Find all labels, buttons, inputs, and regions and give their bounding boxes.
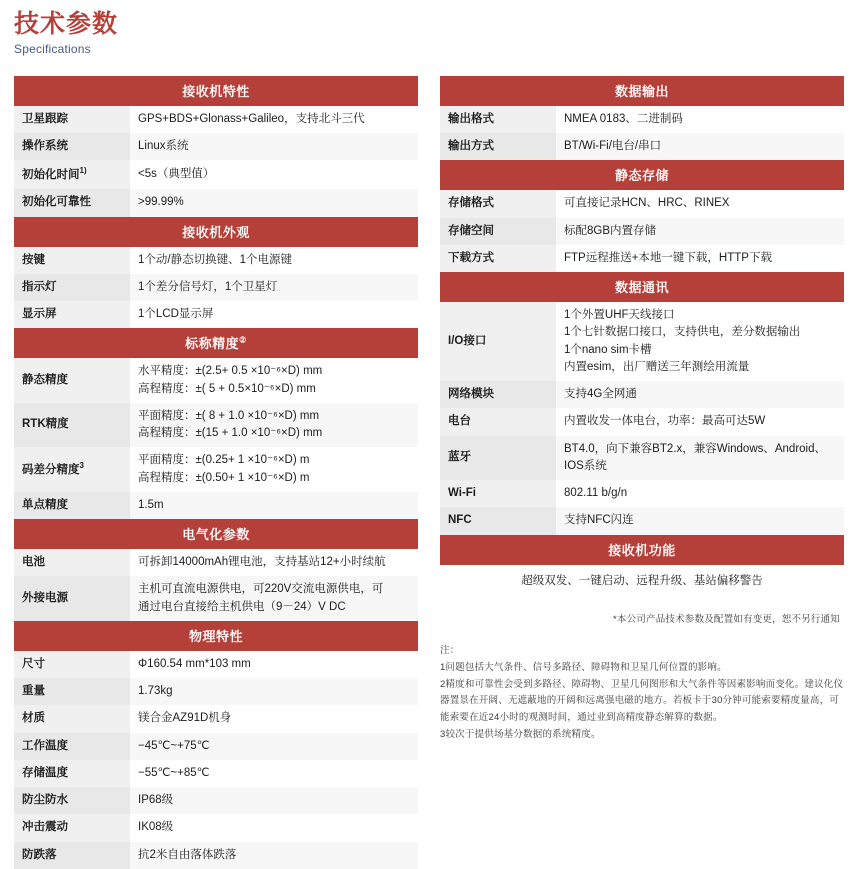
- spec-value: [556, 218, 844, 245]
- spec-value-line: 镁合金AZ91D机身: [138, 712, 232, 725]
- spec-key: 材质: [14, 705, 130, 732]
- spec-key: 蓝牙: [440, 436, 556, 481]
- footnote-item: 3较次于提供场基分数据的系统精度。: [440, 728, 601, 740]
- spec-key: 存储格式: [440, 190, 556, 217]
- table-row: [14, 274, 418, 301]
- section-heading: 标称精度②: [14, 328, 418, 358]
- spec-key: 防尘防水: [14, 787, 130, 814]
- spec-key: 下载方式: [440, 245, 556, 272]
- spec-key: 工作温度: [14, 733, 130, 760]
- spec-section: [14, 519, 418, 621]
- spec-value: [130, 301, 418, 328]
- spec-value: [130, 814, 418, 841]
- spec-key: 防跌落: [14, 842, 130, 869]
- table-row: [440, 106, 844, 133]
- spec-key: 卫星跟踪: [14, 106, 130, 133]
- spec-value: [556, 245, 844, 272]
- spec-value-line: 标配8GB内置存储: [564, 224, 657, 237]
- spec-value-line: 1.73kg: [138, 685, 173, 698]
- section-heading: 电气化参数: [14, 519, 418, 549]
- spec-value-line: 通过电台直接给主机供电（9－24）V DC: [138, 600, 346, 613]
- section-heading: 静态存储: [440, 160, 844, 190]
- spec-value-line: 可直接记录HCN、HRC、RINEX: [564, 197, 730, 210]
- right-column: [440, 76, 844, 869]
- spec-key: 存储空间: [440, 218, 556, 245]
- section-note: 超级双发、一键启动、远程升级、基站偏移警告: [440, 565, 844, 595]
- page-title-en: Specifications: [14, 41, 91, 56]
- spec-value: [556, 133, 844, 160]
- table-row: [14, 247, 418, 274]
- spec-value-line: 1个外置UHF天线接口: [564, 309, 675, 321]
- spec-value-line: −45℃~+75℃: [138, 739, 210, 752]
- table-row: [440, 245, 844, 272]
- spec-section: [14, 76, 418, 217]
- spec-value-line: 内置esim，出厂赠送三年测绘用流量: [564, 360, 750, 373]
- spec-key: 单点精度: [14, 492, 130, 519]
- spec-value: [130, 133, 418, 160]
- table-row: [14, 733, 418, 760]
- table-row: [14, 403, 418, 448]
- spec-value: [130, 160, 418, 189]
- table-row: [14, 842, 418, 869]
- spec-value-line: 1个LCD显示屏: [138, 308, 214, 321]
- spec-value: [130, 247, 418, 274]
- table-row: [14, 358, 418, 403]
- spec-value-line: 平面精度：±(0.25+ 1 ×10⁻⁶×D) m: [138, 454, 310, 467]
- section-heading: 接收机功能: [440, 535, 844, 565]
- spec-value: [130, 549, 418, 576]
- spec-value-line: 1个动/静态切换键、1个电源键: [138, 253, 292, 266]
- table-row: [14, 651, 418, 678]
- spec-value-line: 支持4G全网通: [564, 388, 637, 400]
- key-superscript: 3: [79, 461, 84, 471]
- spec-value: [556, 507, 844, 534]
- spec-value-line: 抗2米自由落体跌落: [138, 848, 237, 861]
- table-row: [440, 218, 844, 245]
- table-row: [14, 814, 418, 841]
- spec-table: [440, 106, 844, 161]
- spec-value-line: 主机可直流电源供电，可220V交流电源供电，可: [138, 583, 384, 596]
- spec-key: 操作系统: [14, 133, 130, 160]
- spec-key: Wi-Fi: [440, 480, 556, 507]
- spec-value-line: IP68级: [138, 794, 174, 807]
- table-row: [14, 576, 418, 621]
- table-row: [440, 480, 844, 507]
- table-row: [440, 507, 844, 534]
- spec-value-line: FTP远程推送+本地一键下载，HTTP下载: [564, 251, 772, 264]
- spec-value-line: IK08级: [138, 821, 174, 834]
- spec-value-line: 1个差分信号灯，1个卫星灯: [138, 280, 278, 293]
- spec-value: [130, 447, 418, 492]
- footnote-item: 2精度和可靠性会受到多路径、障碍物、卫星几何图形和大气条件等因素影响而变化。建议化仪器置景在开阔、无遮蔽地的开阔和远离强电磁的地方。若板卡于30分钟可能索要精度量高，可能索要在近24小时的观测时间，通过业到高精度静态解算的数据。: [440, 678, 844, 723]
- page-title: [0, 0, 850, 56]
- table-row: [14, 760, 418, 787]
- table-row: [440, 133, 844, 160]
- spec-value: [130, 678, 418, 705]
- spec-value-line: <5s（典型值）: [138, 168, 215, 181]
- section-heading: 接收机外观: [14, 217, 418, 247]
- spec-value-line: 高程精度：±( 5 + 0.5×10⁻⁶×D) mm: [138, 382, 316, 395]
- spec-table: [14, 358, 418, 519]
- spec-value-line: 平面精度：±( 8 + 1.0 ×10⁻⁶×D) mm: [138, 409, 320, 422]
- spec-value-line: BT/Wi-Fi/电台/串口: [564, 140, 662, 152]
- spec-value: [130, 733, 418, 760]
- spec-section: [440, 76, 844, 161]
- table-row: [440, 408, 844, 435]
- spec-value: [130, 189, 418, 216]
- spec-key: 按键: [14, 247, 130, 274]
- table-row: [14, 549, 418, 576]
- table-row: [14, 106, 418, 133]
- spec-value-line: 1个nano sim卡槽: [564, 343, 652, 356]
- spec-table: [440, 302, 844, 535]
- table-row: [14, 447, 418, 492]
- spec-value: [130, 358, 418, 403]
- spec-key: 尺寸: [14, 651, 130, 678]
- page-title-cn: 技术参数: [14, 10, 119, 38]
- spec-value-line: 高程精度：±(0.50+ 1 ×10⁻⁶×D) m: [138, 471, 310, 484]
- spec-table: [14, 106, 418, 217]
- spec-value: [130, 403, 418, 448]
- spec-value: [556, 106, 844, 133]
- spec-key: 电台: [440, 408, 556, 435]
- spec-value-line: 1个七针数据口接口，支持供电，差分数据输出: [564, 326, 801, 339]
- spec-value: [130, 274, 418, 301]
- spec-section: [440, 272, 844, 535]
- table-row: [440, 190, 844, 217]
- spec-key: I/O接口: [440, 302, 556, 381]
- spec-key: 外接电源: [14, 576, 130, 621]
- spec-value-line: 高程精度：±(15 + 1.0 ×10⁻⁶×D) mm: [138, 427, 323, 440]
- key-superscript: 1): [79, 166, 87, 176]
- spec-value: [130, 106, 418, 133]
- section-heading: 数据通讯: [440, 272, 844, 302]
- spec-table: [14, 549, 418, 621]
- spec-value: [130, 787, 418, 814]
- spec-key: 码差分精度$^3$: [14, 447, 130, 492]
- spec-value-line: GPS+BDS+Glonass+Galileo，支持北斗三代: [138, 112, 365, 125]
- spec-value: [130, 492, 418, 519]
- spec-value: [130, 760, 418, 787]
- section-heading: 数据输出: [440, 76, 844, 106]
- spec-value: [556, 381, 844, 408]
- spec-table: [14, 651, 418, 869]
- heading-superscript: ②: [239, 336, 247, 345]
- spec-value: [556, 408, 844, 435]
- spec-key: 电池: [14, 549, 130, 576]
- table-row: [14, 189, 418, 216]
- spec-value-line: −55℃~+85℃: [138, 766, 210, 779]
- spec-value-line: Φ160.54 mm*103 mm: [138, 657, 251, 670]
- table-row: [14, 705, 418, 732]
- spec-value-line: 802.11 b/g/n: [564, 487, 628, 499]
- spec-key: 存储温度: [14, 760, 130, 787]
- table-row: [440, 381, 844, 408]
- spec-key: 初始化可靠性: [14, 189, 130, 216]
- spec-section: [440, 535, 844, 595]
- spec-key: 初始化时间$^{1)}$: [14, 160, 130, 189]
- spec-columns: [0, 56, 850, 869]
- spec-value: [556, 190, 844, 217]
- spec-value-line: >99.99%: [138, 196, 184, 209]
- footnotes: [440, 643, 844, 744]
- section-heading: 物理特性: [14, 621, 418, 651]
- spec-value-line: BT4.0，向下兼容BT2.x，兼容Windows、Android、IOS系统: [564, 442, 827, 472]
- disclaimer-text: *本公司产品技术参数及配置如有变更，恕不另行通知: [613, 613, 840, 625]
- left-column: [14, 76, 418, 869]
- spec-section: [14, 328, 418, 519]
- table-row: [14, 160, 418, 189]
- spec-value-line: 支持NFC闪连: [564, 514, 634, 527]
- spec-value: [556, 302, 844, 381]
- footnote-item: 1问题包括大气条件、信号多路径、障碍物和卫星几何位置的影响。: [440, 662, 727, 674]
- spec-value-line: NMEA 0183、二进制码: [564, 112, 683, 125]
- spec-value: [130, 576, 418, 621]
- spec-key: RTK精度: [14, 403, 130, 448]
- spec-value: [130, 705, 418, 732]
- table-row: [14, 301, 418, 328]
- section-heading: 接收机特性: [14, 76, 418, 106]
- spec-table: [440, 190, 844, 272]
- spec-value: [130, 651, 418, 678]
- spec-value: [556, 480, 844, 507]
- spec-value: [556, 436, 844, 481]
- spec-key: NFC: [440, 507, 556, 534]
- spec-value-line: 可拆卸14000mAh锂电池，支持基站12+小时续航: [138, 556, 386, 569]
- spec-key: 冲击震动: [14, 814, 130, 841]
- spec-value: [130, 842, 418, 869]
- table-row: [440, 302, 844, 381]
- spec-value-line: 水平精度：±(2.5+ 0.5 ×10⁻⁶×D) mm: [138, 365, 323, 378]
- spec-key: 重量: [14, 678, 130, 705]
- spec-value-line: 内置收发一体电台，功率：最高可达5W: [564, 415, 766, 428]
- spec-value-line: Linux系统: [138, 140, 189, 152]
- spec-table: [14, 247, 418, 329]
- spec-section: [14, 217, 418, 329]
- spec-key: 指示灯: [14, 274, 130, 301]
- spec-key: 显示屏: [14, 301, 130, 328]
- spec-key: 网络模块: [440, 381, 556, 408]
- footnotes-heading: 注：: [440, 644, 460, 656]
- spec-value-line: 1.5m: [138, 498, 164, 511]
- spec-key: 静态精度: [14, 358, 130, 403]
- table-row: [14, 492, 418, 519]
- spec-key: 输出格式: [440, 106, 556, 133]
- table-row: [14, 787, 418, 814]
- table-row: [14, 133, 418, 160]
- spec-key: 输出方式: [440, 133, 556, 160]
- table-row: [440, 436, 844, 481]
- table-row: [14, 678, 418, 705]
- spec-section: [440, 160, 844, 272]
